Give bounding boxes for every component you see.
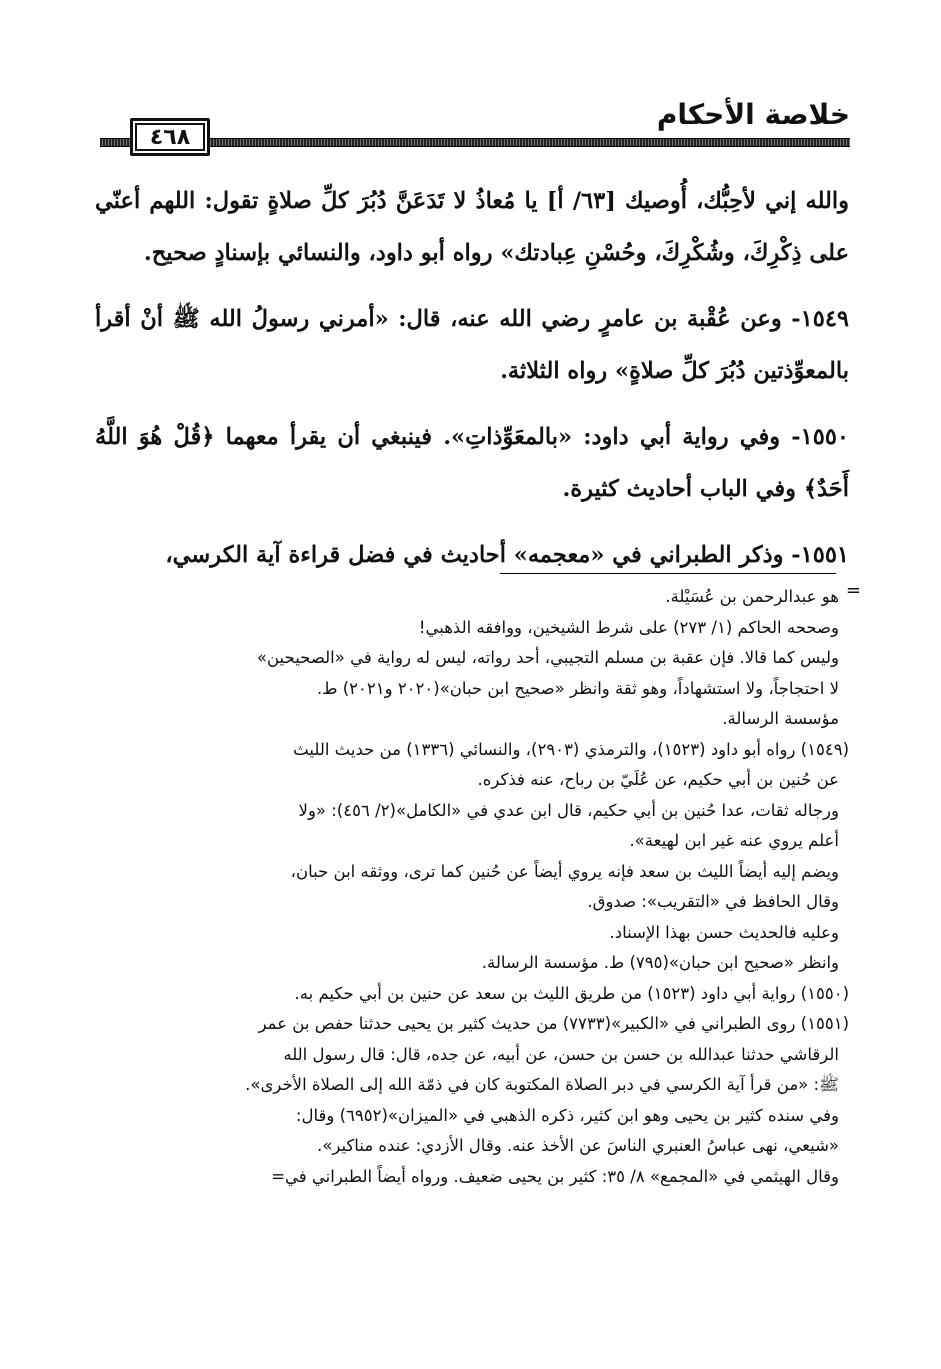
footnote-line: وانظر «صحيح ابن حبان»(٧٩٥) ط. مؤسسة الرسالة. xyxy=(481,953,839,972)
footnote-line: «شيعي، نهى عباسُ العنبري الناسَ عن الأخذ عنه. وقال الأزدي: عنده مناكير». xyxy=(317,1136,839,1155)
footnote-line: ورجاله ثقات، عدا حُنين بن أبي حكيم، قال ابن عدي في «الكامل»(٢/ ٤٥٦): «ولا xyxy=(298,800,839,820)
main-paragraph: والله إني لأحِبُّك، أُوصيك [٦٣/ أ] يا مُعاذُ لا تَدَعَنَّ دُبُرَ كلِّ صلاةٍ تقول: اللهم أعنّي على ذِكْرِكَ، وشُكْرِكَ، وحُسْنِ عِبادتك» رواه أبو داود، والنسائي بإسنادٍ صحيح. xyxy=(95,188,849,266)
page-header xyxy=(100,88,850,158)
footnote-line: أعلم يروي عنه غير ابن لهيعة». xyxy=(629,831,839,850)
footnote-line: ﷺ: «من قرأ آية الكرسي في دبر الصلاة المكتوبة كان في ذمّة الله إلى الصلاة الأخرى». xyxy=(245,1075,839,1094)
footnote-line: وعليه فالحديث حسن بهذا الإسناد. xyxy=(609,922,839,942)
footnote-1549: (١٥٤٩) رواه أبو داود (١٥٢٣)، والترمذي (٢٩٠٣)، والنسائي (١٣٣٦) من حديث الليث xyxy=(293,739,849,759)
footnote-continuation-mark: = xyxy=(845,580,861,601)
footnote-line: عن حُنين بن أبي حكيم، عن عُلَيّ بن رباح، عنه فذكره. xyxy=(477,770,839,789)
footnotes xyxy=(95,582,849,1192)
footnote-line: وقال الهيثمي في «المجمع» ٨/ ٣٥: كثير بن يحيى ضعيف. ورواه أيضاً الطبراني في= xyxy=(271,1166,839,1186)
footnote-line: وليس كما قالا. فإن عقبة بن مسلم التجيبي، أحد رواته، ليس له رواية في «الصحيحين» xyxy=(256,648,839,667)
hadith-1550: ١٥٥٠- وفي رواية أبي داود: «بالمعَوِّذاتِ». فينبغي أن يقرأ معهما ﴿قُلْ هُوَ اللَّهُ أَحَدٌ﴾ وفي الباب أحاديث كثيرة. xyxy=(95,424,849,502)
hadith-1551: ١٥٥١- وذكر الطبراني في «معجمه» أحاديث في فضل قراءة آية الكرسي، xyxy=(165,542,849,568)
footnote-line: وصححه الحاكم (١/ ٢٧٣) على شرط الشيخين، ووافقه الذهبي! xyxy=(418,617,839,637)
running-title: خلاصة الأحكام xyxy=(656,98,850,131)
hadith-1549: ١٥٤٩- وعن عُقْبة بن عامرٍ رضي الله عنه، قال: «أمرني رسولُ الله ﷺ أنْ أقرأ بالمعوِّذتين دُبُرَ كلِّ صلاةٍ» رواه الثلاثة. xyxy=(95,306,849,384)
footnote-line: لا احتجاجاً، ولا استشهاداً، وهو ثقة وانظر «صحيح ابن حبان»(٢٠٢٠ و٢٠٢١) ط. xyxy=(316,678,839,698)
footnote-1551: (١٥٥١) روى الطبراني في «الكبير»(٧٧٣٣) من حديث كثير بن يحيى حدثنا حفص بن عمر xyxy=(258,1014,849,1033)
footnote-line: مؤسسة الرسالة. xyxy=(722,709,839,728)
footnote-line: الرقاشي حدثنا عبدالله بن حسن بن حسن، عن أبيه، عن جده، قال: قال رسول الله xyxy=(283,1044,839,1064)
footnote-separator xyxy=(500,573,836,574)
footnote-line: وفي سنده كثير بن يحيى وهو ابن كثير، ذكره الذهبي في «الميزان»(٦٩٥٢) وقال: xyxy=(295,1105,839,1125)
header-rule xyxy=(100,138,850,147)
footnote-1550: (١٥٥٠) رواية أبي داود (١٥٢٣) من طريق الليث بن سعد عن حنين بن أبي حكيم به. xyxy=(294,983,849,1003)
main-text xyxy=(95,175,849,595)
footnote-line: وقال الحافظ في «التقريب»: صدوق. xyxy=(587,892,839,911)
page-number: ٤٦٨ xyxy=(130,118,210,156)
footnote-line: هو عبدالرحمن بن عُسَيْلة. xyxy=(665,587,839,606)
footnote-line: ويضم إليه أيضاً الليث بن سعد فإنه يروي أيضاً عن حُنين كما ترى، ووثقه ابن حبان، xyxy=(290,861,839,881)
